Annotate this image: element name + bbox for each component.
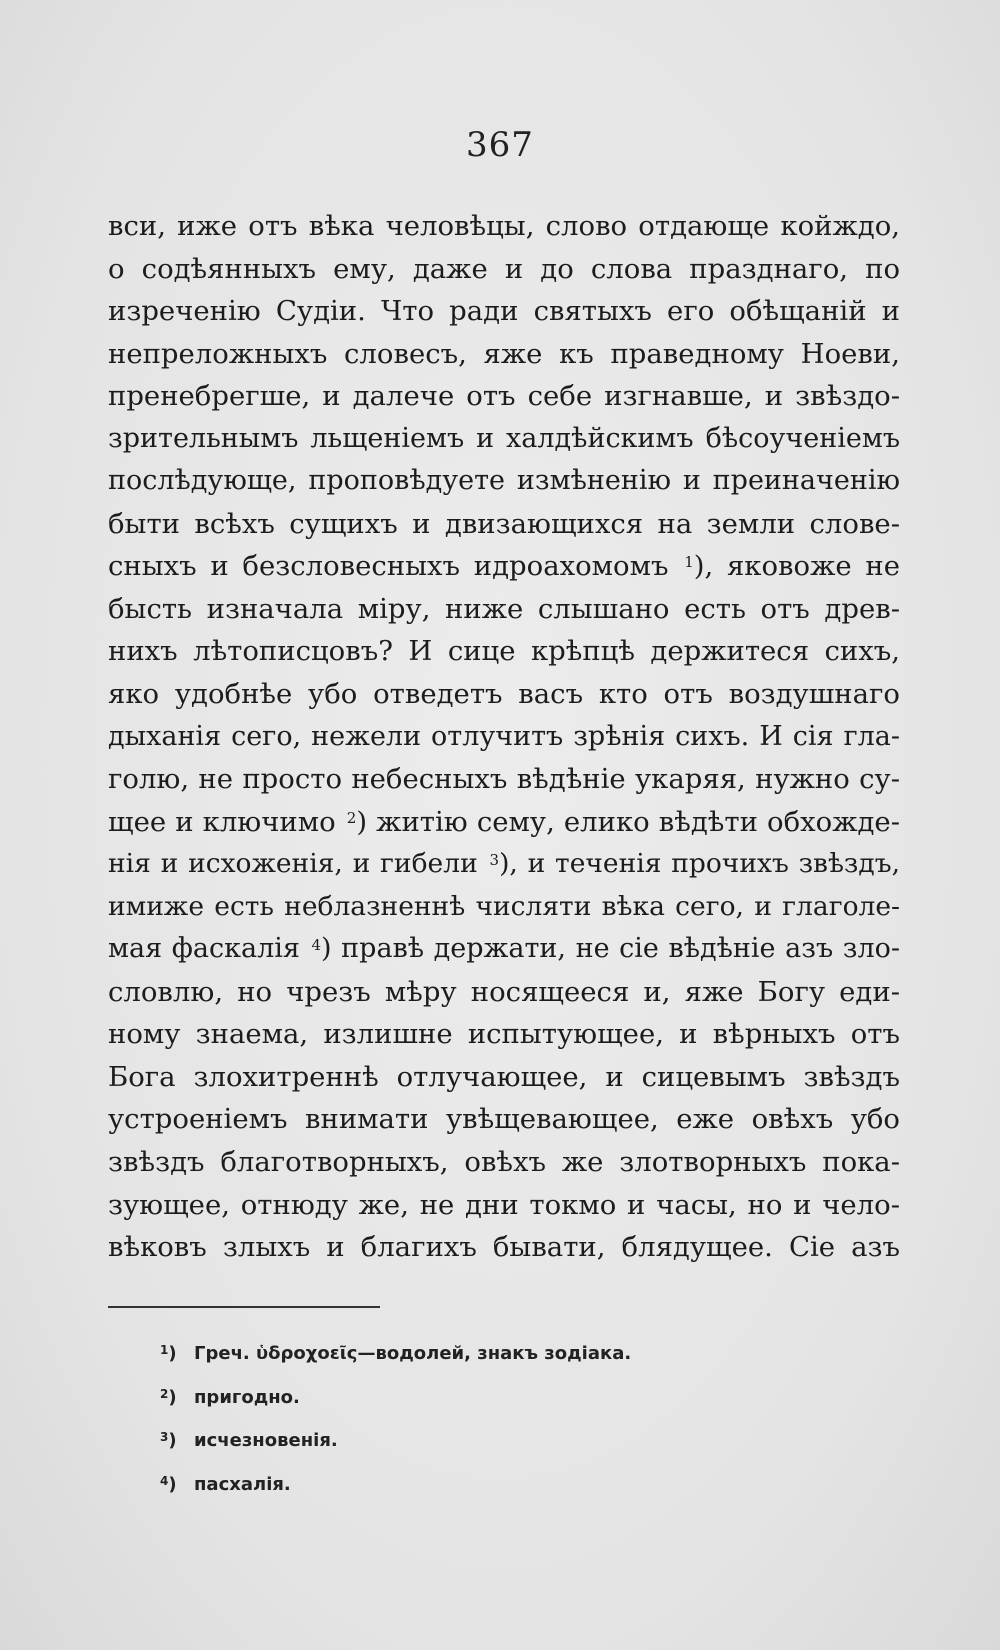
footnote-reference: 3 — [489, 851, 500, 870]
footnote-reference: 4 — [311, 936, 322, 955]
footnote-marker: $^2$) — [160, 1386, 177, 1408]
footnote-reference: 1 — [684, 553, 694, 572]
text-line: яко удобнѣе убо отведетъ васъ кто отъ воздушнаго — [108, 678, 900, 711]
text-line: вси, иже отъ вѣка человѣцы, слово отдающе койждо, — [108, 210, 900, 242]
line-text-after: ), яковоже не — [693, 550, 900, 583]
line-text-before: сныхъ и безсловесныхъ идроахомомъ — [108, 550, 683, 583]
footnotes — [160, 1332, 860, 1506]
line-text-after: ) правѣ держати, не сіе вѣдѣніе азъ зло- — [321, 933, 900, 965]
page-number: 367 — [466, 125, 534, 165]
footnote-text: Греч. ὑδροχοεῖς—водолей, знакъ зодіака. — [194, 1343, 632, 1364]
footnote — [160, 1463, 860, 1507]
text-line: устроеніемъ внимати увѣщевающее, еже овѣхъ убо — [108, 1103, 900, 1136]
text-line: о содѣянныхъ ему, даже и до слова празднаго, по — [108, 252, 900, 285]
footnote-text: пасхалія. — [194, 1473, 291, 1495]
text-line: зующее, отнюду же, не дни токмо и часы, но и чело- — [108, 1188, 900, 1221]
text-line: звѣздъ благотворныхъ, овѣхъ же злотворныхъ пока- — [108, 1146, 900, 1179]
line-text-after: ), и теченія прочихъ звѣздъ, — [499, 848, 900, 880]
footnote-number: 4 — [160, 1473, 169, 1488]
text-line: послѣдующе, проповѣдуете измѣненію и преиначенію — [108, 465, 900, 497]
footnote-separator — [108, 1306, 380, 1308]
text-line: быти всѣхъ сущихъ и двизающихся на земли слове- — [108, 507, 900, 540]
text-line: ному знаема, излишне испытующее, и вѣрныхъ отъ — [108, 1018, 900, 1051]
text-line-with-footnote — [108, 545, 900, 588]
line-text-before: щее и ключимо — [108, 805, 345, 838]
text-line-with-footnote — [108, 843, 900, 886]
text-line-with-footnote — [108, 801, 900, 844]
footnote-number: 2 — [160, 1386, 169, 1401]
footnote — [160, 1332, 860, 1376]
text-line: пренебрегше, и далече отъ себе изгнавше, и звѣздо- — [108, 380, 900, 413]
footnote — [160, 1376, 860, 1420]
text-line: голю, не просто небесныхъ вѣдѣніе укаряя, нужно су- — [108, 763, 900, 796]
text-line: зрительнымъ льщеніемъ и халдѣйскимъ бѣсоученіемъ — [108, 422, 900, 454]
footnote-marker: $^3$) — [160, 1430, 177, 1451]
text-line: дыханія сего, нежели отлучитъ зрѣнія сихъ. И сія гла- — [108, 720, 900, 752]
footnote-marker: $^1$) — [160, 1343, 177, 1364]
body-text — [108, 205, 900, 1269]
text-line: вѣковъ злыхъ и благихъ бывати, блядущее. Сіе азъ — [108, 1231, 900, 1264]
footnote-reference: 2 — [346, 808, 357, 827]
text-line: Бога злохитреннѣ отлучающее, и сицевымъ звѣздъ — [108, 1060, 900, 1093]
footnote-text: исчезновенія. — [194, 1430, 338, 1451]
line-text-before: нія и исхоженія, и гибели — [108, 848, 488, 880]
text-line-with-footnote — [108, 928, 900, 971]
text-line: непреложныхъ словесъ, яже къ праведному Ноеви, — [108, 337, 900, 370]
footnote-number: 1 — [160, 1343, 169, 1357]
footnote-marker: $^4$) — [160, 1473, 177, 1495]
footnote-number: 3 — [160, 1430, 169, 1444]
text-line: словлю, но чрезъ мѣру носящееся и, яже Богу еди- — [108, 975, 900, 1008]
line-text-after: ) житію сему, елико вѣдѣти обхожде- — [356, 805, 900, 838]
footnote-text: пригодно. — [194, 1386, 300, 1408]
text-line: имиже есть неблазненнѣ числяти вѣка сего, и глаголе- — [108, 890, 900, 922]
line-text-before: мая фаскалія — [108, 933, 310, 965]
text-line: бысть изначала міру, ниже слышано есть отъ древ- — [108, 592, 900, 625]
footnote — [160, 1419, 860, 1463]
text-line: изреченію Судіи. Что ради святыхъ его обѣщаній и — [108, 295, 900, 328]
text-line: нихъ лѣтописцовъ? И сице крѣпцѣ держитеся сихъ, — [108, 635, 900, 668]
